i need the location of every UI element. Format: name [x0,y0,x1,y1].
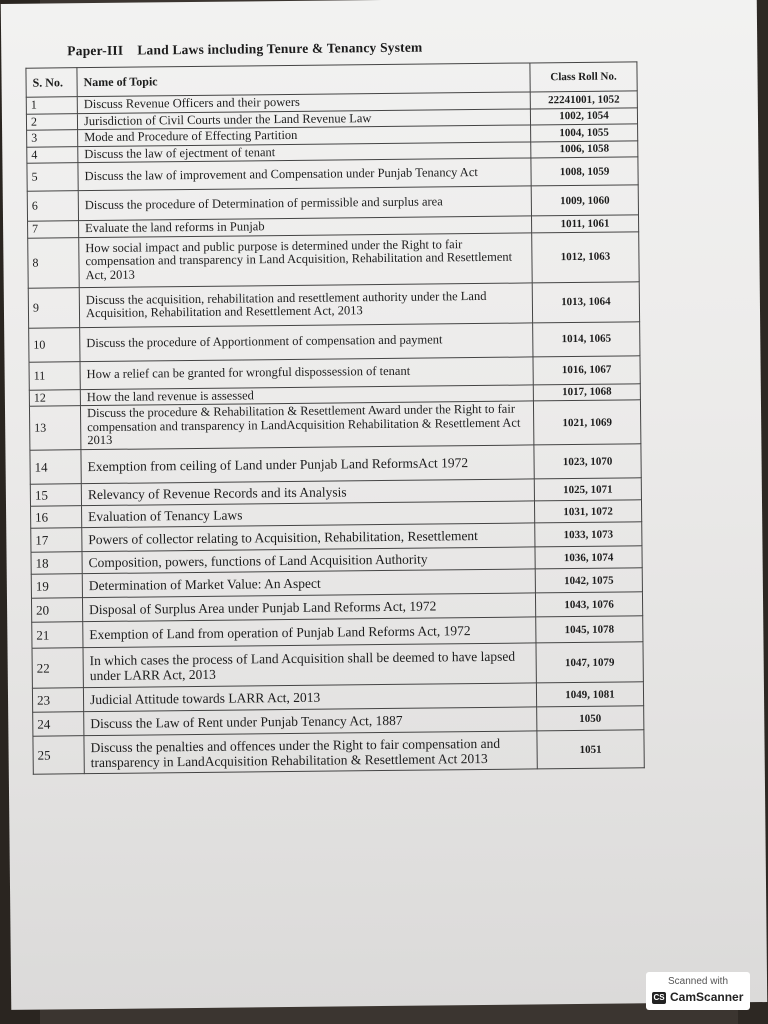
row-roll: 1036, 1074 [535,546,642,569]
row-topic: Discuss the penalties and offences under the Right to fair compensation and transparency in LandAcquisition Rehabilitation & Resettlement Act 2013 [84,731,537,774]
row-sno: 12 [29,389,80,406]
table-body [26,91,644,774]
row-sno: 11 [29,361,80,390]
title-subject: Land Laws including Tenure & Tenancy System [137,39,423,58]
row-sno: 24 [33,712,84,737]
row-sno: 9 [28,287,79,328]
row-topic: Mode and Procedure of Effecting Partition [78,125,531,146]
row-roll: 1013, 1064 [532,281,639,322]
row-topic: Discuss the procedure of Apportionment of compensation and payment [80,322,533,361]
row-sno: 10 [29,327,80,362]
row-roll: 1045, 1078 [536,616,643,643]
row-topic: Exemption from ceiling of Land under Punjab Land ReformsAct 1972 [81,445,534,484]
paper-sheet [1,0,767,1010]
row-topic: How a relief can be granted for wrongful dispossession of tenant [80,356,533,389]
row-roll: 1012, 1063 [532,231,640,282]
table-row [32,642,643,688]
row-topic: Discuss the acquisition, rehabilitation and resettlement authority under the Land Acquisition, Rehabilitation and Resettlement Act, 2013 [79,282,532,327]
row-sno: 23 [32,688,83,713]
row-topic: Jurisdiction of Civil Courts under the Land Revenue Law [77,108,530,129]
row-topic: Composition, powers, functions of Land Acquisition Authority [82,547,535,574]
row-roll: 1008, 1059 [531,157,638,186]
row-topic: Discuss the procedure of Determination of permissible and surplus area [78,186,531,221]
row-sno: 16 [31,506,82,529]
row-sno: 13 [29,406,80,451]
row-roll: 1047, 1079 [536,642,643,683]
row-roll: 1025, 1071 [534,478,641,501]
row-sno: 3 [27,130,78,147]
row-roll: 1014, 1065 [533,321,640,356]
row-roll: 1051 [537,730,644,769]
row-roll: 1002, 1054 [530,107,637,125]
watermark-caption: Scanned with [667,976,729,987]
row-sno: 17 [31,528,82,553]
table-row [29,400,640,450]
title-paper: Paper-III [67,42,124,59]
row-sno: 20 [31,598,82,623]
page-title [67,40,422,60]
row-topic: How social impact and public purpose is determined under the Right to fair compensation and transparency in Land Acquisition, Rehabilitation and Resettlement Act, 2013 [79,232,532,287]
row-roll: 1009, 1060 [531,185,638,216]
table-row [28,231,639,287]
row-sno: 4 [27,146,78,163]
row-sno: 15 [30,484,81,507]
row-roll: 1004, 1055 [531,124,638,142]
row-topic: Discuss Revenue Officers and their powers [77,92,530,113]
row-roll: 1031, 1072 [534,500,641,523]
row-topic: How the land revenue is assessed [80,384,533,405]
row-topic: Discuss the law of improvement and Compensation under Punjab Tenancy Act [78,158,531,191]
row-roll: 1042, 1075 [535,568,642,593]
row-topic: Discuss the law of ejectment of tenant [78,141,531,162]
row-topic: Determination of Market Value: An Aspect [82,569,535,598]
row-sno: 18 [31,552,82,575]
row-topic: Discuss the Law of Rent under Punjab Tenancy Act, 1887 [84,707,537,736]
row-roll: 1033, 1073 [535,522,642,547]
watermark-brand: CamScanner [670,990,744,1004]
row-roll: 1016, 1067 [533,355,640,384]
row-roll: 1011, 1061 [532,215,639,233]
row-sno: 5 [27,163,78,192]
row-sno: 19 [31,574,82,599]
row-topic: Relevancy of Revenue Records and its Analysis [81,479,534,506]
row-topic: Judicial Attitude towards LARR Act, 2013 [83,683,536,712]
camscanner-watermark [646,972,750,1010]
row-roll: 1017, 1068 [533,383,640,401]
row-roll: 1049, 1081 [536,682,643,707]
header-topic: Name of Topic [77,63,530,97]
row-sno: 8 [28,237,80,288]
row-roll: 1006, 1058 [531,140,638,158]
row-topic: Powers of collector relating to Acquisition, Rehabilitation, Resettlement [82,523,535,552]
row-topic: Exemption of Land from operation of Punjab Land Reforms Act, 1972 [83,617,536,648]
row-topic: In which cases the process of Land Acquisition shall be deemed to have lapsed under LARR Act, 2013 [83,643,536,688]
row-sno: 2 [26,113,77,130]
row-sno: 1 [26,97,77,114]
row-roll: 22241001, 1052 [530,91,637,109]
row-sno: 7 [28,221,79,238]
row-roll: 1021, 1069 [533,400,640,445]
row-sno: 14 [30,450,81,485]
row-roll: 1050 [537,706,644,731]
row-roll: 1043, 1076 [535,592,642,617]
row-topic: Evaluation of Tenancy Laws [82,501,535,528]
topics-table [25,61,644,774]
row-sno: 25 [33,736,84,775]
camscanner-logo-icon: CS [653,993,665,1002]
row-topic: Disposal of Surplus Area under Punjab Land Reforms Act, 1972 [82,593,535,622]
row-roll: 1023, 1070 [534,444,641,479]
table-row [28,281,639,327]
row-topic: Evaluate the land reforms in Punjab [79,216,532,237]
row-sno: 21 [32,622,83,649]
row-topic: Discuss the procedure & Rehabilitation & Resettlement Award under the Right to fair compensation and transparency in LandAcquisition Rehabilitation & Resettlement Act 2013 [80,401,533,450]
row-sno: 6 [27,191,78,222]
header-sno: S. No. [26,68,77,98]
row-sno: 22 [32,648,83,689]
table-row [33,730,644,774]
header-roll: Class Roll No. [530,62,637,92]
